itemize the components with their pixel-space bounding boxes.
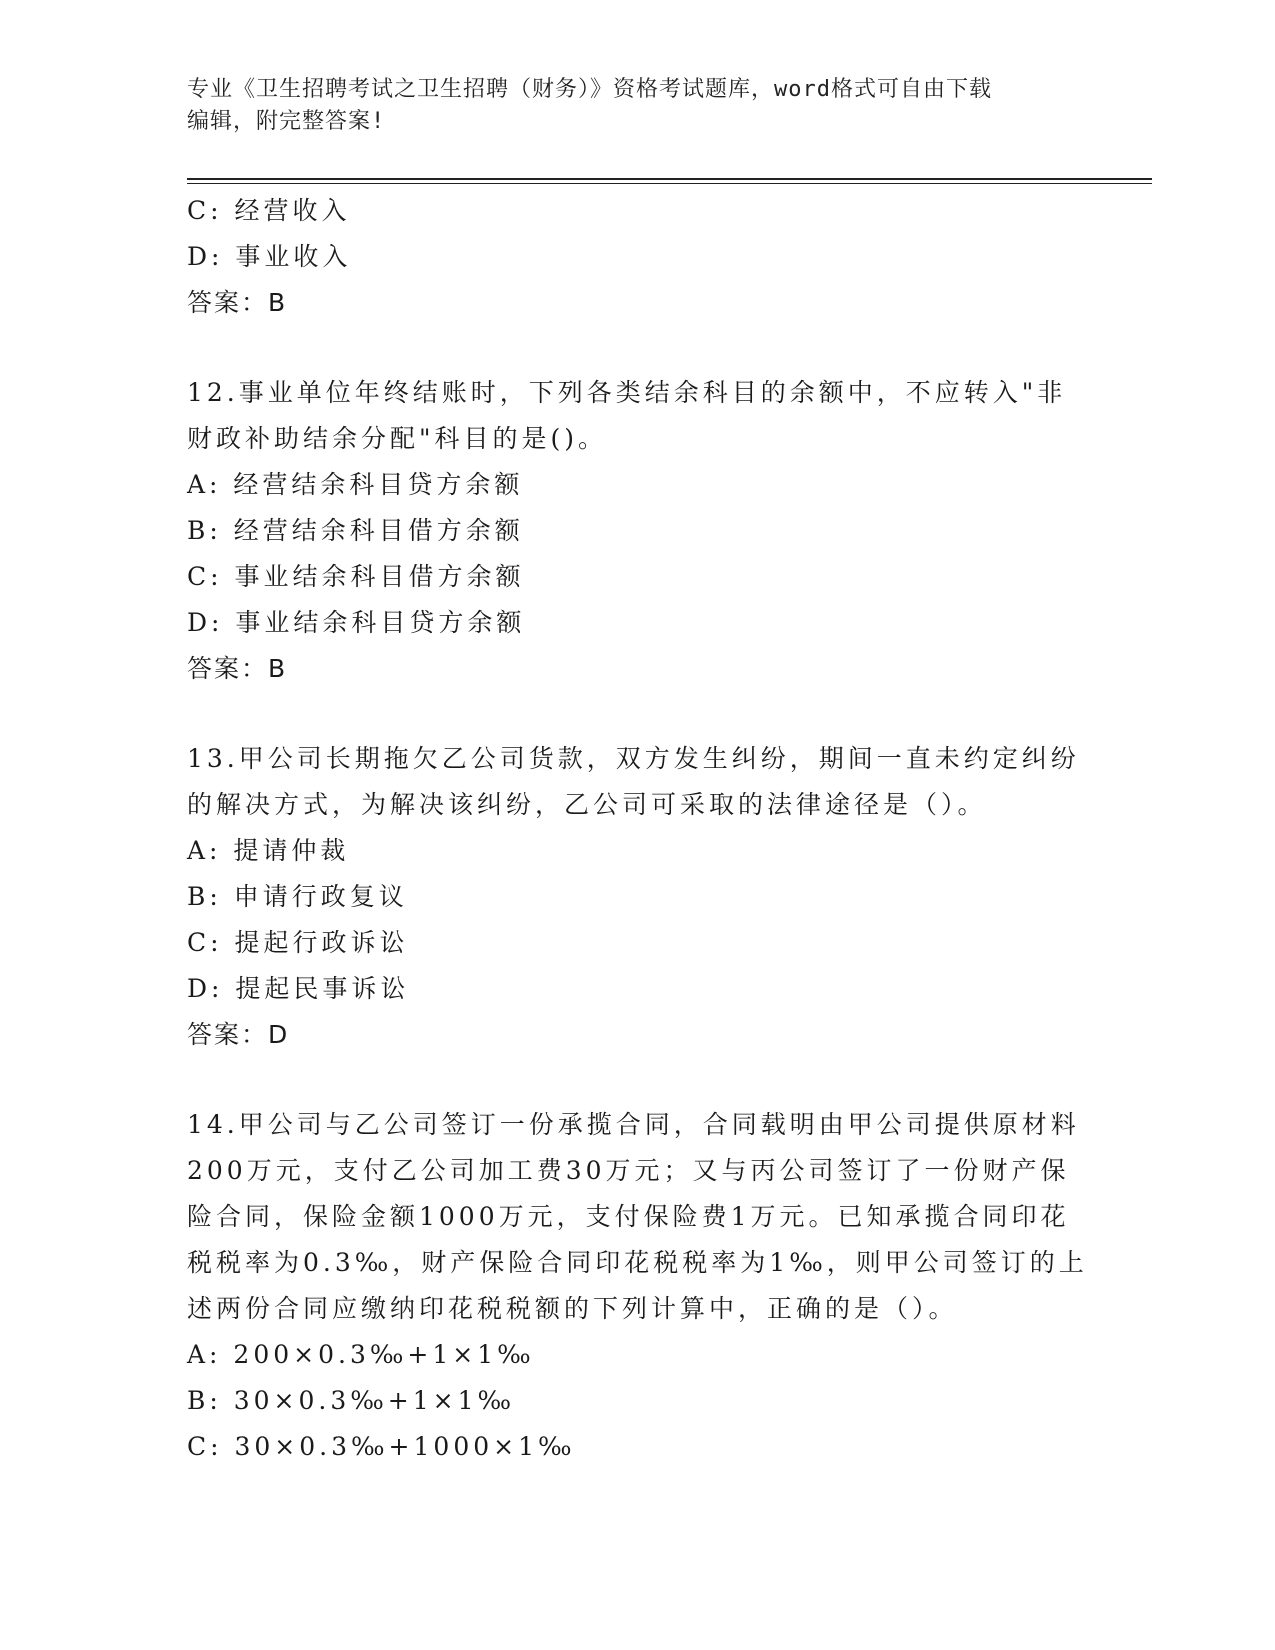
option-c: C: 经营收入	[187, 196, 351, 225]
question-stem-line: 14.甲公司与乙公司签订一份承揽合同，合同载明由甲公司提供原材料	[187, 1110, 1080, 1139]
question-stem-line: 税税率为0.3‰，财产保险合同印花税税率为1‰，则甲公司签订的上	[187, 1248, 1088, 1277]
question-spacer	[187, 692, 1077, 736]
option-b: B: 30×0.3‰+1×1‰	[187, 1386, 516, 1415]
option-b: B: 申请行政复议	[187, 882, 408, 911]
header-rule-thin	[187, 183, 1152, 184]
answer: 答案：B	[187, 288, 288, 317]
header-line-1: 专业《卫生招聘考试之卫生招聘（财务）》资格考试题库，word格式可自由下载	[187, 77, 992, 102]
question-spacer	[187, 1058, 1077, 1102]
option-c: C: 30×0.3‰+1000×1‰	[187, 1432, 576, 1461]
answer: 答案：B	[187, 654, 288, 683]
option-d: D: 提起民事诉讼	[187, 974, 410, 1003]
question-13	[187, 736, 1080, 1058]
option-c: C: 提起行政诉讼	[187, 928, 409, 957]
question-stem-line: 200万元，支付乙公司加工费30万元；又与丙公司签订了一份财产保	[187, 1156, 1070, 1185]
question-stem-line: 述两份合同应缴纳印花税税额的下列计算中，正确的是（）。	[187, 1294, 958, 1323]
question-stem-line: 险合同，保险金额1000万元，支付保险费1万元。已知承揽合同印花	[187, 1202, 1070, 1231]
option-c: C: 事业结余科目借方余额	[187, 562, 525, 591]
option-a: A: 提请仲裁	[187, 836, 350, 865]
document-header	[187, 74, 1067, 138]
option-d: D: 事业收入	[187, 242, 352, 271]
question-stem-line: 财政补助结余分配"科目的是()。	[187, 424, 608, 453]
question-stem-line: 的解决方式，为解决该纠纷，乙公司可采取的法律途径是（）。	[187, 790, 987, 819]
question-12	[187, 370, 1077, 692]
question-14	[187, 1102, 1088, 1470]
question-stem-line: 12.事业单位年终结账时，下列各类结余科目的余额中，不应转入"非	[187, 378, 1067, 407]
option-a: A: 200×0.3‰+1×1‰	[187, 1340, 535, 1369]
question-11-tail	[187, 188, 1077, 326]
question-content	[187, 188, 1088, 1470]
header-line-2: 编辑，附完整答案!	[187, 109, 386, 134]
option-d: D: 事业结余科目贷方余额	[187, 608, 526, 637]
option-b: B: 经营结余科目借方余额	[187, 516, 524, 545]
option-a: A: 经营结余科目贷方余额	[187, 470, 524, 499]
question-stem-line: 13.甲公司长期拖欠乙公司货款，双方发生纠纷，期间一直未约定纠纷	[187, 744, 1080, 773]
header-rule-thick	[187, 178, 1152, 180]
question-spacer	[187, 326, 1077, 370]
answer: 答案：D	[187, 1020, 290, 1049]
